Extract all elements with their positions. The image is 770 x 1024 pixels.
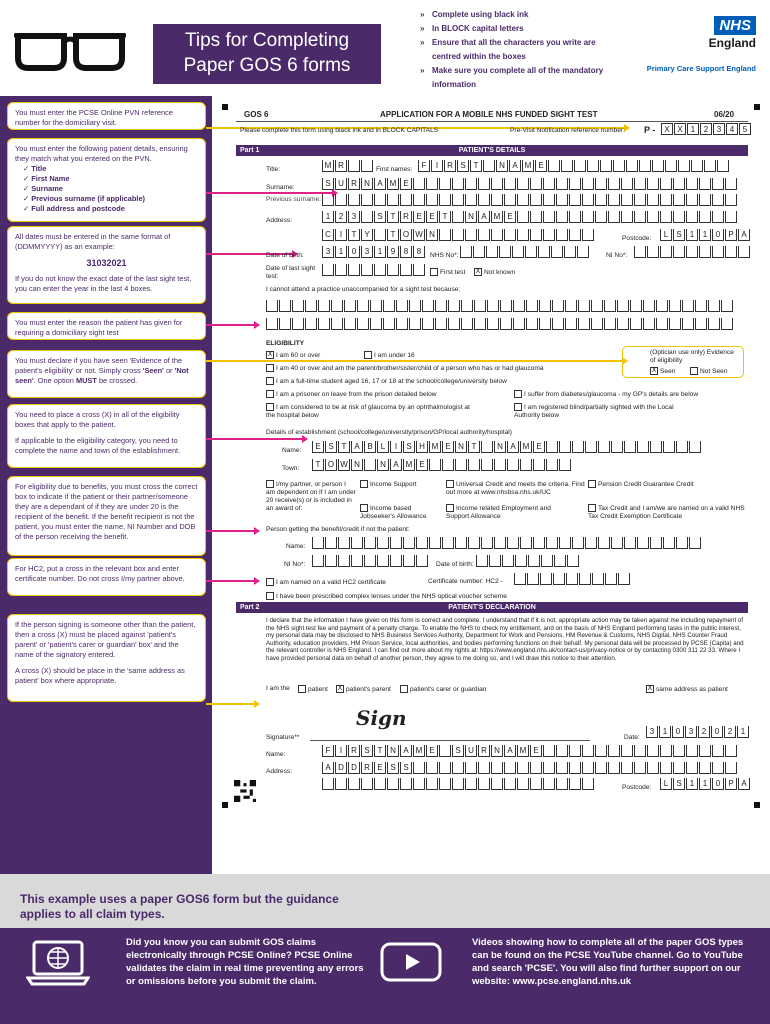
elig-risk-option[interactable]: I am considered to be at risk of glaucoma by an ophthalmologist at the hospital below (266, 403, 470, 419)
callout-signing (7, 614, 206, 702)
callout-text: You must enter the following patient details, ensuring they match what you entered on the PVN. (15, 144, 188, 163)
details-checklist (23, 164, 198, 214)
callout-text: If applicable to the eligibility category, you need to complete the name and town of the establishment. (15, 436, 181, 455)
callout-text: You must declare if you have seen 'Evidence of the patient's eligibility' or not. Simply cross (15, 356, 183, 375)
bullet-item: » Ensure that all the characters you write are centred within the boxes (420, 36, 620, 64)
part-title: PATIENT'S DECLARATION (448, 604, 536, 611)
opt-patient[interactable]: patient (298, 685, 328, 693)
bullet-item: » Complete using black ink (420, 8, 620, 22)
elig-blind-option[interactable]: I am registered blind/partially sighted with the Local Authority below (514, 403, 674, 419)
benefit-esa-option[interactable]: Income related Employment and Support Allowance (446, 504, 551, 520)
benefit-dob-input[interactable] (476, 555, 580, 567)
callout-text: If the person signing is someone other than the patient, then a cross (X) must be placed against 'patient's parent' or 'patient's carer or guardian' box' and the name of the signatory entered. (15, 620, 196, 659)
part-title: PATIENT'S DETAILS (458, 147, 526, 154)
checklist-item: Full address and postcode (31, 204, 125, 213)
callout-text: For eligibility due to benefits, you must cross the correct box to indicate if the patient or their partner/someone they are a dependant of if they are under 20 is the recipient of the benefit. If the benefit recipient is not the patient, you must enter the name, NI Number and DOB of the person receiving the benefit. (15, 482, 198, 541)
footer-headline: This example uses a paper GOS6 form but the guidance applies to all claim types. (20, 892, 339, 921)
sig-name-label: Name: (266, 751, 286, 758)
benefit-universal-option[interactable]: Universal Credit and meets the criteria. Find out more at www.nhsbsa.nhs.uk/UC (446, 480, 585, 496)
callout-eligibility-cross (7, 404, 206, 468)
nhs-no-label: NHS No*: (430, 252, 459, 259)
tips-bullet-list (420, 8, 620, 92)
part-code: Part 2 (240, 604, 260, 611)
opt-carer[interactable]: patient's carer or guardian (400, 685, 486, 693)
benefit-tax-option[interactable]: Tax Credit and I am/we are named on a valid NHS Tax Credit Exemption Certificate (588, 504, 745, 520)
nhs-branding (636, 16, 756, 73)
callout-dates (7, 226, 206, 304)
surname-input[interactable]: S U R N A M E (322, 178, 738, 190)
form-instructions: Please complete this form using black ink and in BLOCK CAPITALS (240, 127, 439, 134)
signature-line[interactable] (310, 740, 590, 741)
elig-student-option[interactable]: I am a full-time student aged 16, 17 or 18 at the school/college/university below (266, 377, 507, 385)
part2-header (236, 602, 748, 613)
part1-header (236, 145, 748, 156)
prev-surname-label: Previous surname: (266, 196, 321, 203)
benefit-name-input[interactable] (312, 537, 702, 549)
callout-must: MUST (75, 376, 97, 385)
est-name-input[interactable]: E S T A B L I S H M E N T N A M E (312, 441, 702, 453)
part-code: Part 1 (240, 147, 260, 154)
sig-address-line2-input[interactable] (322, 778, 595, 790)
nhs-logo: NHS (714, 16, 756, 35)
est-town-input[interactable]: T O W N N A M E (312, 459, 572, 471)
evidence-label: (Optician use only) Evidence of eligibility (650, 349, 734, 364)
sig-postcode-input[interactable]: L S 1 1 0 P A (660, 778, 751, 790)
callout-text: be crossed. (96, 376, 138, 385)
signature: Sign (356, 706, 407, 730)
last-test-input[interactable] (322, 264, 426, 276)
form-code: GOS 6 (244, 110, 269, 119)
elig-40-option[interactable]: I am 40 or over and am the parent/brother/sister/child of a person who has or had glaucoma (266, 364, 544, 372)
gos6-form (214, 96, 770, 874)
callout-hc2 (7, 558, 206, 596)
reason-label: I cannot attend a practice unaccompanied for a sight test because: (266, 286, 461, 293)
callout-patient-details (7, 138, 206, 222)
callout-text: You must enter the PCSE Online PVN reference number for the domiciliary visit. (15, 108, 173, 127)
signature-label: Signature** (266, 734, 300, 741)
sig-address-input[interactable]: A D D R E S S (322, 762, 738, 774)
reason-line1-input[interactable] (266, 300, 734, 312)
nhs-no-input[interactable] (460, 246, 590, 258)
title-input[interactable]: M R (322, 160, 374, 172)
sig-address-label: Address: (266, 768, 293, 775)
glasses-icon (14, 28, 126, 72)
checklist-item: First Name (31, 174, 70, 183)
corner-marker (754, 802, 760, 808)
evidence-not-seen-option[interactable]: Not Seen (690, 367, 728, 375)
benefit-name-label: Name: (286, 543, 306, 550)
nhs-region: England (708, 36, 756, 50)
benefit-ni-input[interactable] (312, 555, 429, 567)
postcode-label: Postcode: (622, 235, 652, 242)
callout-text: If you do not know the exact date of the last sight test, you can enter the year in the last 4 boxes. (15, 274, 192, 293)
surname-label: Surname: (266, 184, 295, 191)
sig-date-label: Date: (624, 734, 640, 741)
bullet-item: » In BLOCK capital letters (420, 22, 620, 36)
benefit-jsa-option[interactable]: Income based Jobseeker's Allowance (360, 504, 427, 520)
first-names-label: First names: (376, 166, 413, 173)
divider (236, 121, 748, 122)
footer-right-text: Videos showing how to complete all of the paper GOS types can be found on the PCSE YouTube channel. Go to YouTube and search 'PCSE'. You will also find further support on our website: www.pcse.england.nhs.uk (472, 937, 744, 987)
benefit-dob-label: Date of birth: (436, 561, 474, 568)
title-label: Title: (266, 166, 281, 173)
sig-date-input[interactable]: 3 1 0 3 2 0 2 1 (646, 726, 750, 738)
callout-seen: 'Seen' (142, 366, 164, 375)
ni-no-label: NI No*: (606, 252, 628, 259)
pvn-input[interactable]: X X 1 2 3 4 5 (661, 123, 752, 135)
establishment-label: Details of establishment (school/college/university/prison/GP/local authority/hospital) (266, 429, 512, 436)
pvn-prefix: P - (644, 125, 656, 135)
benefit-pension-option[interactable]: Pension Credit Guarantee Credit (588, 480, 694, 488)
complex-lenses-option[interactable]: I have been prescribed complex lenses under the NHS optical voucher scheme (266, 592, 507, 600)
footer-left-text: Did you know you can submit GOS claims electronically through PCSE Online? PCSE Online validates the claim in real time preventing any errors or omissions before you submit the claim. (126, 937, 364, 987)
reason-line2-input[interactable] (266, 318, 734, 330)
barcode-icon (234, 780, 256, 802)
checklist-item: Previous surname (if applicable) (31, 194, 146, 203)
last-test-label: Date of last sight test: (266, 265, 316, 280)
org-name: Primary Care Support England (646, 64, 756, 73)
footer (0, 874, 770, 1024)
elig-16-option[interactable]: I am under 16 (364, 351, 415, 359)
corner-marker (754, 104, 760, 110)
postcode-input[interactable]: L S 1 1 0 P A (660, 229, 751, 241)
bullet-item: » Make sure you complete all of the mandatory information (420, 64, 620, 92)
callout-text: . One option (33, 376, 76, 385)
callout-benefits (7, 476, 206, 556)
elig-diabetes-option[interactable]: I suffer from diabetes/glaucoma - my GP's details are below (514, 390, 698, 398)
callout-not-seen: 'Not seen' (15, 366, 189, 385)
hc2-cert-label: Certificate number: HC2 - (428, 578, 503, 585)
benefit-partner-option[interactable]: I/my partner, or person I am dependent on if I am under 20 receive(s) or is included in an award of: (266, 480, 356, 512)
callout-pvn (7, 102, 206, 130)
est-town-label: Town: (282, 465, 300, 472)
checklist-item: Title (31, 164, 47, 173)
declaration-text: I declare that the information I have given on this form is correct and complete. I understand that if it is not, appropriate action may be taken against me including repayment of the NHS sight test fee and payment of a penalty charge. To enable the NHS to check my entitlement, and on the basis of NHS England performing tasks in the public interest, my personal data may be disclosed to NHS Business Services Authority, Department for Work and Pensions, HM Revenue & Customs, NHS Digital, NHS Counter Fraud Authority, education providers, HM Prison Service, local authorities, and bodies performing functions on their behalf. My personal data will be processed by PCSE (Capita) and the relevant controller is NHS England. I can find out more about my rights at: https://www.england.nhs.uk/contact-us/privacy-notice or by contacting 0300 311 22 33. Where I have provided personal data on behalf of another person, they agree to me doing so, and I will draw this notice to their attention. (266, 617, 744, 662)
ni-no-input[interactable] (634, 246, 751, 258)
callout-text: You need to place a cross (X) in all of the eligibility boxes that apply to the patient. (15, 410, 180, 429)
dob-input[interactable]: 3 1 0 3 1 9 8 8 (322, 246, 426, 258)
corner-marker (222, 104, 228, 110)
sig-postcode-label: Postcode: (622, 784, 652, 791)
hc2-cert-input[interactable] (514, 573, 631, 585)
first-test-option[interactable]: First test (430, 268, 465, 276)
opt-same-address[interactable]: X same address as patient (647, 685, 728, 693)
sig-name-input[interactable]: F I R S T N A M E S U R N A M E (322, 745, 738, 757)
prev-surname-input[interactable] (322, 194, 738, 206)
form-date: 06/20 (714, 110, 735, 119)
title-line-1: Tips for Completing (184, 30, 350, 51)
benefit-person-label: Person getting the benefit/credit if not the patient: (266, 526, 410, 533)
checklist-item: Surname (31, 184, 63, 193)
callout-evidence (7, 350, 206, 398)
evidence-seen-option[interactable]: X Seen (651, 367, 676, 375)
form-title: APPLICATION FOR A MOBILE NHS FUNDED SIGHT TEST (380, 110, 598, 119)
laptop-globe-icon (26, 938, 90, 986)
est-name-label: Name: (282, 447, 302, 454)
callout-text: For HC2, put a cross in the relevant box and enter certificate number. Do not cross I/my partner above. (15, 564, 185, 583)
callout-text: or (163, 366, 175, 375)
eligibility-title: ELIGIBILITY (266, 340, 305, 347)
page-title (153, 24, 381, 84)
corner-marker (222, 802, 228, 808)
elig-60-option[interactable]: X I am 60 or over (267, 351, 321, 359)
address-label: Address: (266, 217, 293, 224)
address-line2-input[interactable]: C I T Y T O W N (322, 229, 595, 241)
pvn-label: Pre-Visit Notification reference number: (510, 127, 625, 134)
hc2-option[interactable]: I am named on a valid HC2 certificate (266, 578, 386, 586)
address-line1-input[interactable]: 1 2 3 S T R E E T N A M E (322, 211, 738, 223)
date-example: 31032021 (86, 258, 127, 268)
opt-parent[interactable]: X patient's parent (337, 685, 391, 693)
title-line-2: Paper GOS 6 forms (183, 55, 351, 76)
first-names-input[interactable]: F I R S T N A M E (418, 160, 730, 172)
callout-text: All dates must be entered in the same format of (DDMMYYYY) as an example: (15, 232, 171, 251)
callout-reason (7, 312, 206, 340)
dob-label: Date of birth: (266, 252, 304, 259)
header (0, 0, 770, 96)
i-am-the-label: I am the (266, 685, 290, 692)
benefit-ni-label: NI No*: (284, 561, 306, 568)
not-known-option[interactable]: X Not known (475, 268, 516, 276)
callout-text: You must enter the reason the patient has given for requiring a domiciliary sight test (15, 318, 183, 337)
guidance-sidebar (0, 96, 212, 874)
youtube-play-icon[interactable] (380, 938, 442, 986)
elig-prison-option[interactable]: I am a prisoner on leave from the prison detailed below (266, 390, 437, 398)
callout-text: A cross (X) should be place in the 'same address as patient' box where appropriate. (15, 666, 185, 685)
benefit-income-support-option[interactable]: Income Support (360, 480, 417, 488)
